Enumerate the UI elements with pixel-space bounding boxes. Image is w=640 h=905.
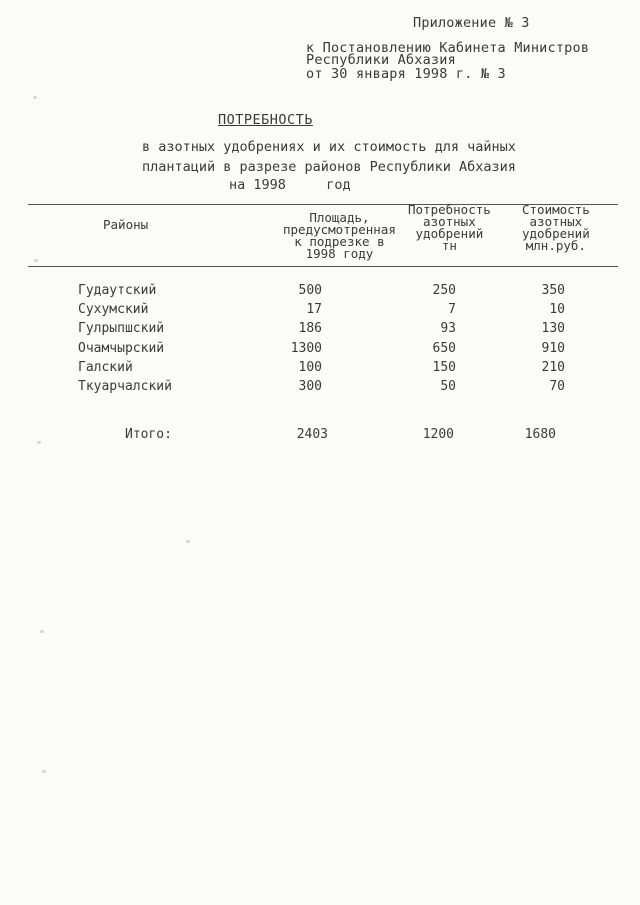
- district-name: Сухумский: [78, 302, 149, 317]
- resolution-reference: к Постановлению Кабинета Министров: [306, 40, 590, 56]
- area-value: 17: [306, 302, 322, 317]
- column-header-districts: Районы: [103, 217, 149, 232]
- column-header-need: Потребность азотных удобрений тн: [408, 202, 491, 253]
- district-name: Очамчырский: [78, 341, 165, 356]
- subtitle-line-2: плантаций в разрезе районов Республики Абхазия: [142, 159, 516, 175]
- document-title: ПОТРЕБНОСТЬ: [218, 112, 313, 128]
- column-header-area: Площадь, предусмотренная к подрезке в 1998 году: [283, 210, 396, 261]
- area-value: 500: [298, 283, 322, 298]
- total-label: Итого:: [125, 427, 172, 442]
- area-value: 1300: [290, 341, 322, 356]
- scan-speck: [40, 630, 44, 633]
- table-header-rule: [28, 266, 618, 267]
- area-value: 186: [298, 321, 322, 336]
- appendix-number: Приложение № 3: [413, 15, 530, 31]
- total-area: 2403: [296, 427, 328, 442]
- subtitle-year: [229, 177, 351, 193]
- subtitle-year-prefix: на 1998: [229, 177, 286, 193]
- area-value: 100: [298, 360, 322, 375]
- scan-speck: [33, 96, 37, 99]
- cost-value: 70: [549, 379, 565, 394]
- cost-value: 10: [549, 302, 565, 317]
- need-value: 93: [440, 321, 456, 336]
- need-value: 7: [448, 302, 456, 317]
- subtitle-line-1: в азотных удобрениях и их стоимость для чайных: [142, 139, 516, 155]
- area-value: 300: [298, 379, 322, 394]
- total-need: 1200: [422, 427, 454, 442]
- resolution-date: от 30 января 1998 г. № 3: [306, 66, 506, 82]
- need-value: 650: [432, 341, 456, 356]
- total-cost: 1680: [524, 427, 556, 442]
- cost-value: 910: [541, 341, 565, 356]
- scan-speck: [37, 441, 41, 444]
- district-name: Ткуарчалский: [78, 379, 172, 394]
- district-name: Гудаутский: [78, 283, 157, 298]
- cost-value: 210: [541, 360, 565, 375]
- district-name: Гулрыпшский: [78, 321, 165, 336]
- cost-value: 350: [541, 283, 565, 298]
- scan-speck: [186, 540, 190, 543]
- need-value: 50: [440, 379, 456, 394]
- need-value: 150: [432, 360, 456, 375]
- scan-speck: [34, 259, 38, 262]
- scan-speck: [42, 770, 46, 773]
- need-value: 250: [432, 283, 456, 298]
- column-header-cost: Стоимость азотных удобрений млн.руб.: [522, 202, 590, 253]
- republic-name: Республики Абхазия: [306, 52, 456, 68]
- cost-value: 130: [541, 321, 565, 336]
- subtitle-year-suffix: год: [326, 177, 351, 193]
- district-name: Галский: [78, 360, 133, 375]
